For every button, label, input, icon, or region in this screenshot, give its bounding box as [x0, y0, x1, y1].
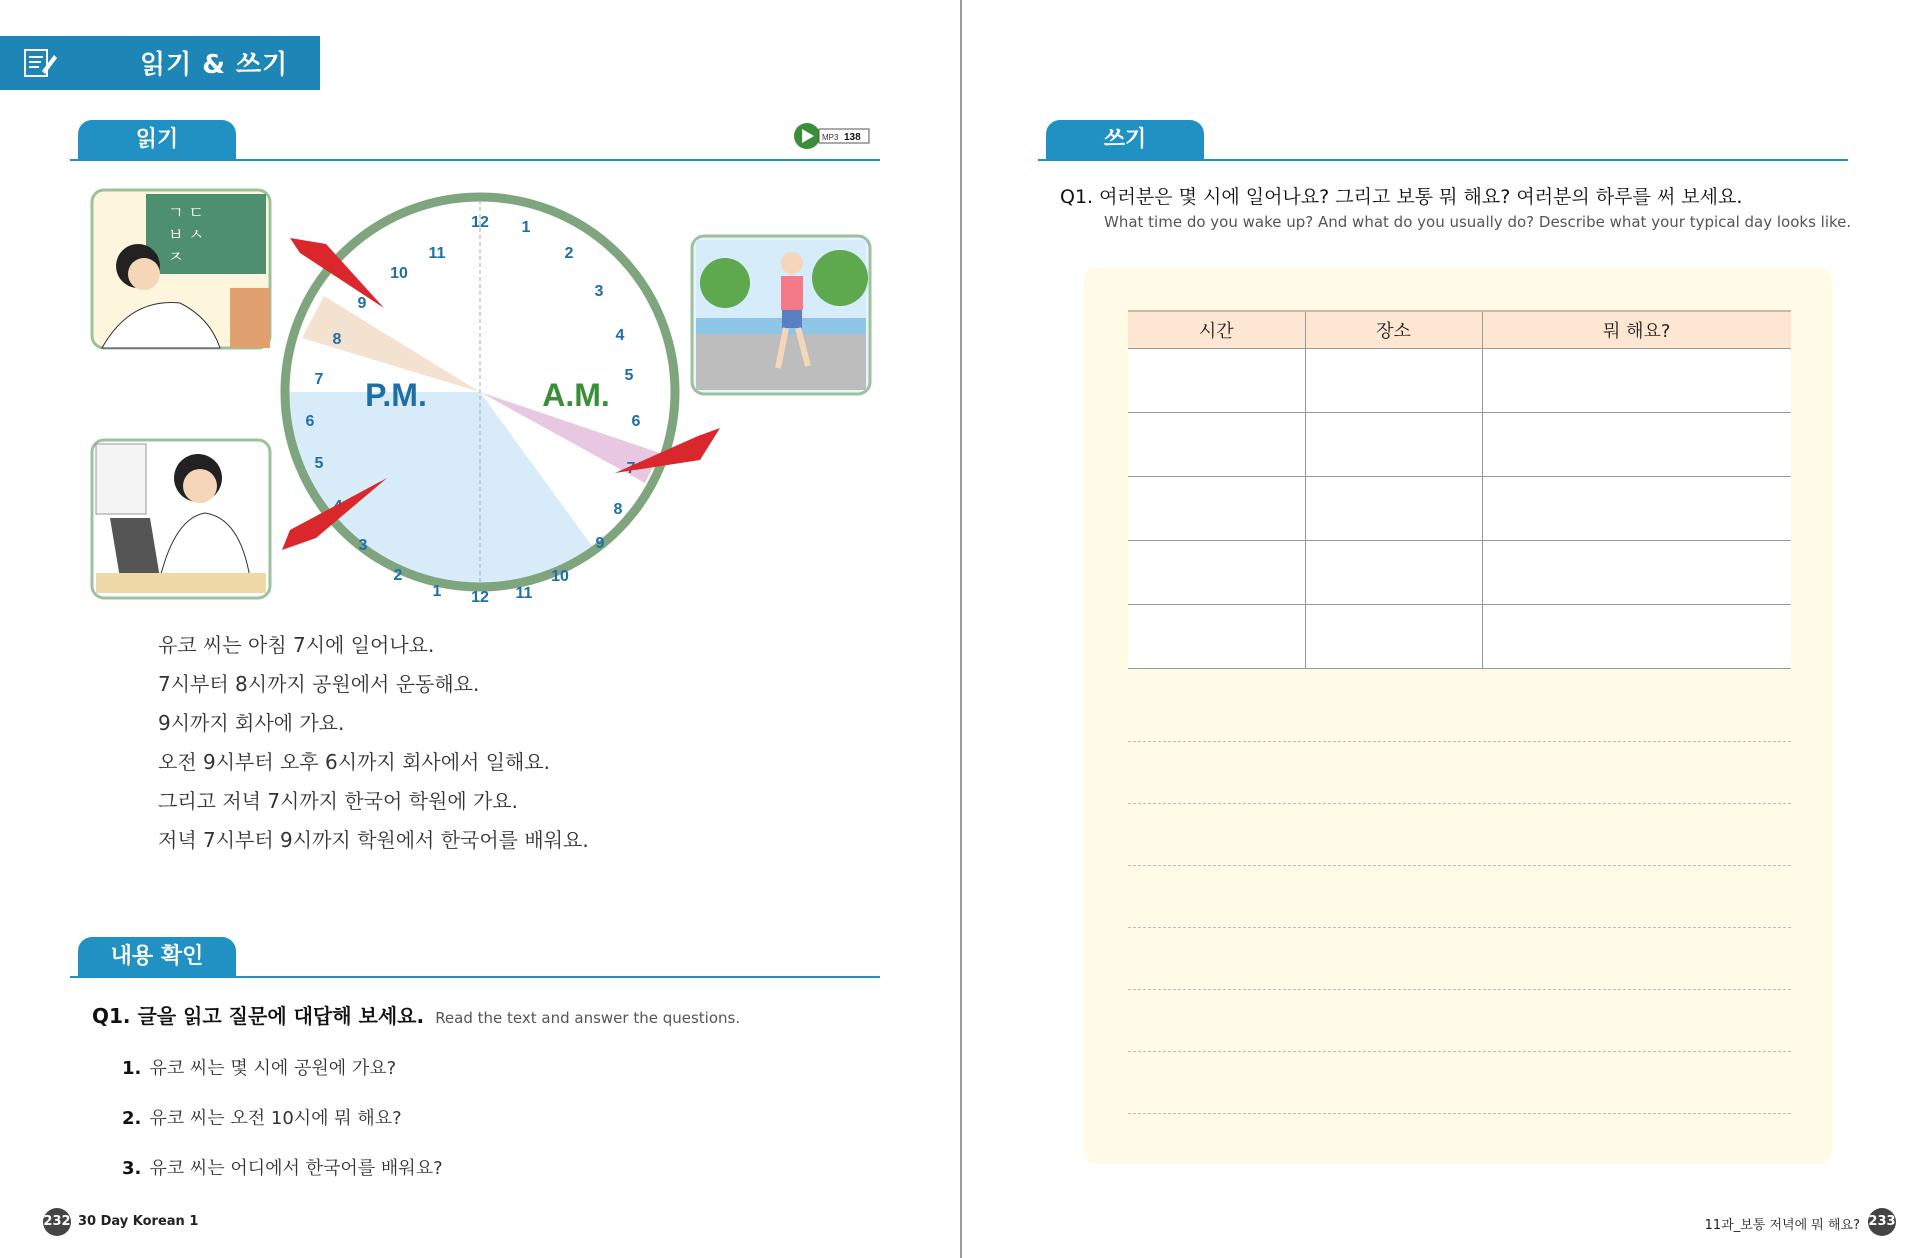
- page-number: 233: [1868, 1208, 1896, 1236]
- table-cell[interactable]: [1482, 412, 1791, 476]
- svg-text:10: 10: [551, 568, 569, 585]
- reading-line: 유코 씨는 아침 7시에 일어나요.: [158, 633, 435, 657]
- question-text: 유코 씨는 몇 시에 공원에 가요?: [149, 1058, 397, 1079]
- section-divider: [70, 976, 880, 978]
- office-illustration: [92, 440, 270, 598]
- svg-text:5: 5: [314, 455, 324, 472]
- svg-text:9: 9: [595, 535, 605, 552]
- svg-text:4: 4: [615, 327, 625, 344]
- svg-text:11: 11: [515, 585, 533, 602]
- chapter-title: 11과_보통 저녁에 뭐 해요?: [1704, 1218, 1860, 1233]
- svg-text:138: 138: [844, 132, 861, 143]
- question-text: 유코 씨는 오전 10시에 뭐 해요?: [149, 1108, 402, 1129]
- daily-schedule-clock: [80, 178, 880, 608]
- table-cell[interactable]: [1128, 540, 1305, 604]
- table-row: [1128, 476, 1791, 540]
- question-number: 1.: [122, 1058, 142, 1079]
- svg-text:2: 2: [564, 245, 574, 262]
- table-cell[interactable]: [1482, 540, 1791, 604]
- table-cell[interactable]: [1305, 412, 1482, 476]
- svg-text:9: 9: [357, 295, 367, 312]
- tab-writing: 쓰기: [1046, 120, 1204, 160]
- tab-content-check: 내용 확인: [78, 937, 236, 977]
- svg-text:7: 7: [314, 371, 324, 388]
- writing-line[interactable]: [1128, 927, 1791, 928]
- svg-text:11: 11: [428, 245, 446, 262]
- reading-line: 오전 9시부터 오후 6시까지 회사에서 일해요.: [158, 750, 551, 774]
- table-row: [1128, 412, 1791, 476]
- question-item: [122, 1054, 396, 1080]
- svg-text:10: 10: [390, 265, 408, 282]
- svg-text:6: 6: [631, 413, 641, 430]
- writing-line[interactable]: [1128, 803, 1791, 804]
- reading-line: 9시까지 회사에 가요.: [158, 711, 345, 735]
- am-label: A.M.: [542, 377, 610, 413]
- tab-reading: 읽기: [78, 120, 236, 160]
- question-item: [122, 1104, 402, 1130]
- table-cell[interactable]: [1128, 348, 1305, 412]
- table-row: [1128, 540, 1791, 604]
- pm-label: P.M.: [365, 377, 427, 413]
- book-title: 30 Day Korean 1: [78, 1214, 199, 1229]
- writing-question-subtitle: What time do you wake up? And what do you usually do? Describe what your typical day looks like.: [1104, 213, 1852, 231]
- jogging-illustration: [692, 236, 870, 394]
- notepad-pencil-icon: [22, 47, 58, 79]
- reading-line: 7시부터 8시까지 공원에서 운동해요.: [158, 672, 480, 696]
- clock-face: [285, 197, 675, 587]
- mp3-badge[interactable]: [793, 122, 871, 150]
- reading-line: 저녁 7시부터 9시까지 학원에서 한국어를 배워요.: [158, 828, 589, 852]
- table-cell[interactable]: [1305, 604, 1482, 668]
- writing-line[interactable]: [1128, 1051, 1791, 1052]
- banner-title: 읽기 & 쓰기: [140, 50, 289, 80]
- svg-text:12: 12: [471, 589, 489, 606]
- table-cell[interactable]: [1128, 412, 1305, 476]
- question-subtitle: Read the text and answer the questions.: [435, 1009, 741, 1027]
- table-cell[interactable]: [1128, 476, 1305, 540]
- writing-line[interactable]: [1128, 865, 1791, 866]
- svg-text:6: 6: [305, 413, 315, 430]
- writing-line[interactable]: [1128, 1113, 1791, 1114]
- svg-text:ㄱ ㄷ: ㄱ ㄷ: [168, 203, 204, 222]
- svg-text:3: 3: [358, 537, 368, 554]
- writing-question-heading: [1060, 182, 1880, 231]
- table-header: 장소: [1305, 311, 1482, 348]
- writing-line[interactable]: [1128, 989, 1791, 990]
- question-heading: [92, 1000, 872, 1029]
- classroom-illustration: [92, 190, 270, 348]
- question-item: [122, 1154, 443, 1180]
- table-cell[interactable]: [1305, 540, 1482, 604]
- table-header: 뭐 해요?: [1482, 311, 1791, 348]
- svg-text:5: 5: [624, 367, 634, 384]
- reading-passage: [158, 626, 858, 860]
- table-cell[interactable]: [1482, 348, 1791, 412]
- section-divider: [70, 159, 880, 161]
- table-cell[interactable]: [1482, 604, 1791, 668]
- table-cell[interactable]: [1305, 348, 1482, 412]
- table-cell[interactable]: [1305, 476, 1482, 540]
- svg-text:ㅈ: ㅈ: [168, 247, 184, 266]
- table-row: [1128, 348, 1791, 412]
- question-text: 유코 씨는 어디에서 한국어를 배워요?: [149, 1158, 443, 1179]
- page-divider: [960, 0, 962, 1258]
- page-number: 232: [43, 1208, 71, 1236]
- question-title: Q1. 글을 읽고 질문에 대답해 보세요.: [92, 1004, 425, 1028]
- svg-text:1: 1: [432, 583, 442, 600]
- table-header: 시간: [1128, 311, 1305, 348]
- section-divider: [1038, 159, 1848, 161]
- svg-text:12: 12: [471, 214, 489, 231]
- question-number: 2.: [122, 1108, 142, 1129]
- svg-text:MP3: MP3: [822, 133, 839, 142]
- table-cell[interactable]: [1482, 476, 1791, 540]
- svg-text:ㅂ ㅅ: ㅂ ㅅ: [168, 225, 204, 244]
- writing-question-title: Q1. 여러분은 몇 시에 일어나요? 그리고 보통 뭐 해요? 여러분의 하루를 써 보세요.: [1060, 186, 1743, 208]
- table-row: [1128, 604, 1791, 668]
- svg-text:8: 8: [332, 331, 342, 348]
- svg-text:1: 1: [521, 219, 531, 236]
- svg-text:8: 8: [613, 501, 623, 518]
- reading-line: 그리고 저녁 7시까지 한국어 학원에 가요.: [158, 789, 518, 813]
- schedule-table: [1128, 310, 1791, 669]
- svg-text:2: 2: [393, 567, 403, 584]
- writing-line[interactable]: [1128, 741, 1791, 742]
- svg-text:3: 3: [594, 283, 604, 300]
- table-cell[interactable]: [1128, 604, 1305, 668]
- question-number: 3.: [122, 1158, 142, 1179]
